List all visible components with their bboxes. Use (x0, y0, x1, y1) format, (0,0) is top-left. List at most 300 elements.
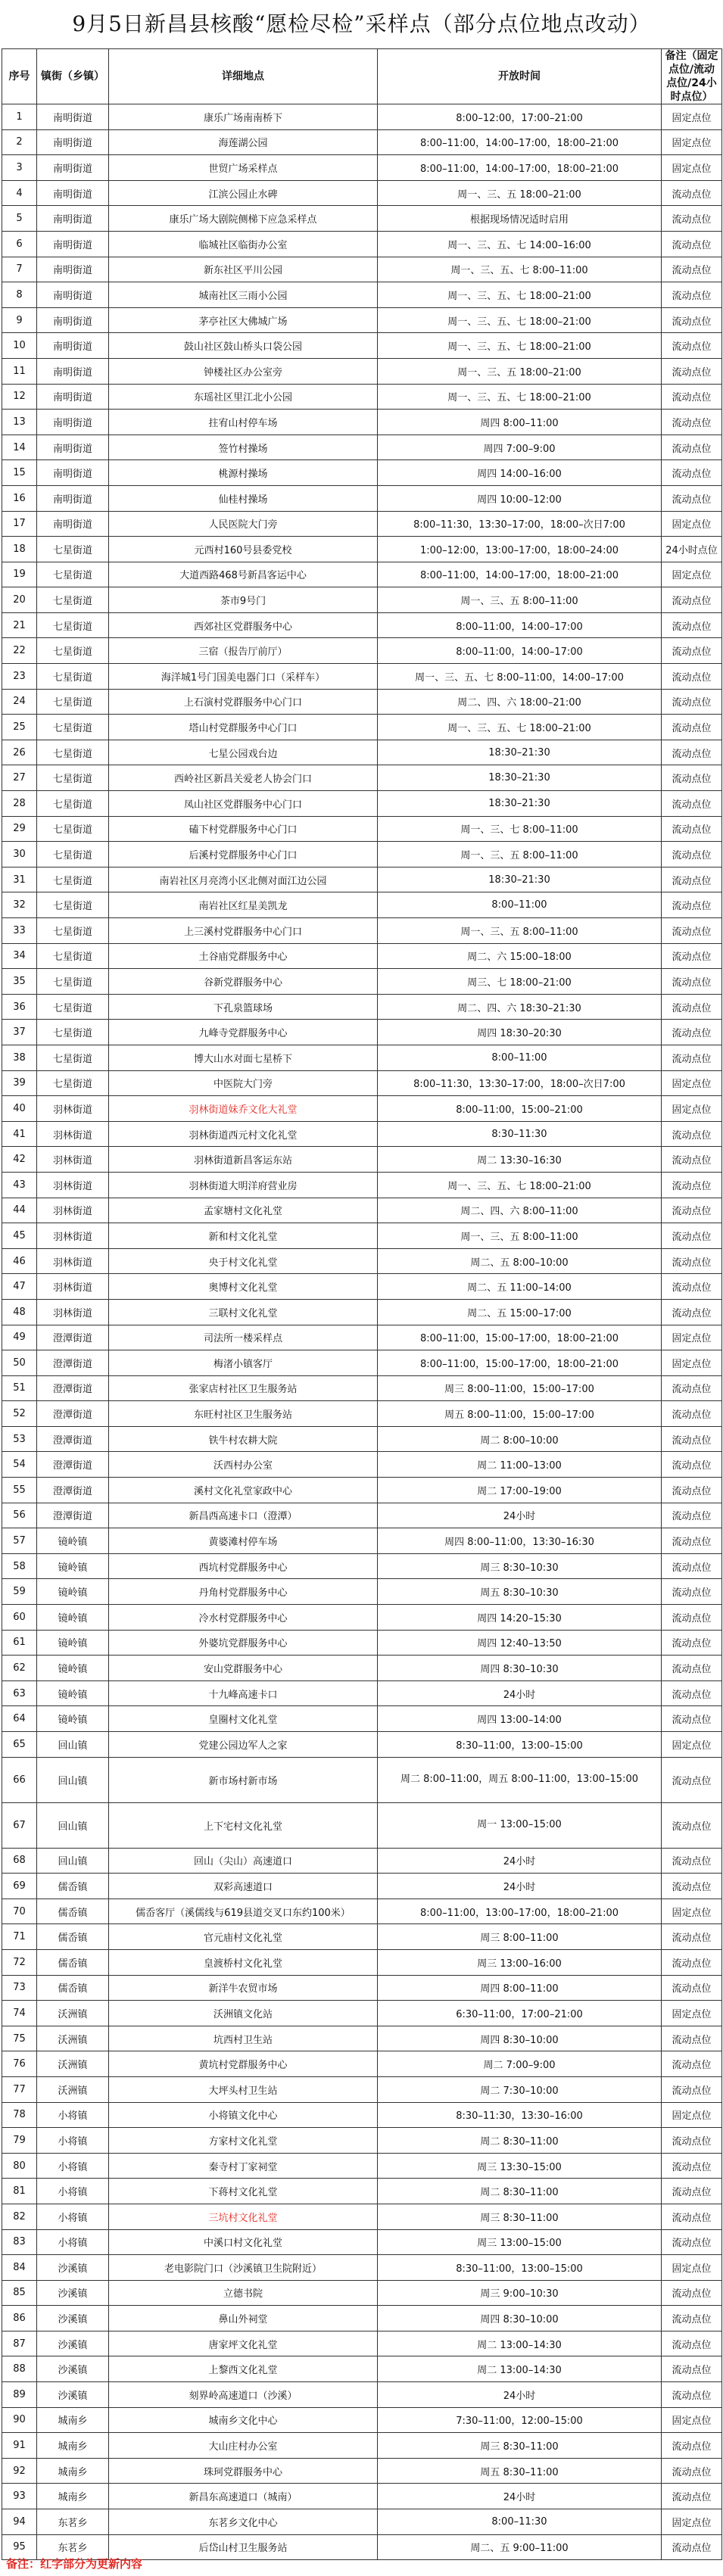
cell-town: 南明街道 (37, 485, 109, 511)
cell-no: 7 (2, 257, 37, 282)
table-row (2, 1299, 722, 1325)
table-row (2, 2128, 722, 2154)
cell-time: 周二、四、六 8:00–11:00 (378, 1198, 662, 1223)
table-row (2, 1248, 722, 1274)
header-town: 镇街（乡镇） (37, 49, 109, 104)
cell-time: 周一 13:00–15:00 (378, 1802, 662, 1848)
cell-town: 七星街道 (37, 612, 109, 638)
cell-location: 黄坑村党群服务中心 (109, 2051, 378, 2077)
table-row (2, 1503, 722, 1528)
cell-note: 流动点位 (662, 2382, 722, 2408)
cell-location: 孟家塘村文化礼堂 (109, 1198, 378, 1223)
cell-note: 流动点位 (662, 587, 722, 613)
cell-time: 周二、五 11:00–14:00 (378, 1274, 662, 1300)
cell-location: 新昌东高速道口（城南） (109, 2484, 378, 2509)
table-row (2, 1579, 722, 1605)
cell-time: 8:00–11:30，13:30–17:00，18:00–次日7:00 (378, 511, 662, 537)
cell-location: 外婆坑党群服务中心 (109, 1630, 378, 1656)
table-row (2, 2280, 722, 2306)
cell-time: 周一、三、五、七 18:00–21:00 (378, 715, 662, 740)
cell-note: 流动点位 (662, 1680, 722, 1706)
cell-location: 七星公园戏台边 (109, 740, 378, 765)
cell-time: 8:30–11:00，13:00–15:00 (378, 1732, 662, 1758)
cell-town: 小将镇 (37, 2179, 109, 2204)
cell-time: 8:30–11:30，13:30–16:00 (378, 2102, 662, 2128)
cell-time: 周五 8:00–11:00，15:00–17:00 (378, 1401, 662, 1427)
cell-town: 澄潭街道 (37, 1375, 109, 1401)
cell-location: 张家店村社区卫生服务站 (109, 1375, 378, 1401)
table-row (2, 638, 722, 664)
cell-no: 15 (2, 460, 37, 486)
table-row (2, 2153, 722, 2179)
cell-no: 68 (2, 1848, 37, 1874)
cell-time: 周三 9:00–10:30 (378, 2280, 662, 2306)
cell-location: 南岩社区月亮湾小区北侧对面江边公园 (109, 867, 378, 892)
cell-town: 七星街道 (37, 765, 109, 791)
cell-time: 8:00–11:00，14:00–17:00，18:00–21:00 (378, 562, 662, 587)
cell-time: 周二 8:00–10:00 (378, 1426, 662, 1452)
table-row (2, 892, 722, 918)
cell-time: 周二、六 15:00–18:00 (378, 943, 662, 969)
cell-location: 司法所一楼采样点 (109, 1325, 378, 1350)
cell-town: 羽林街道 (37, 1248, 109, 1274)
cell-location: 博大山水对面七星桥下 (109, 1045, 378, 1070)
cell-town: 镜岭镇 (37, 1680, 109, 1706)
cell-location: 城南社区三雨小公园 (109, 282, 378, 308)
cell-no: 85 (2, 2280, 37, 2306)
cell-no: 83 (2, 2229, 37, 2255)
table-row (2, 1848, 722, 1874)
cell-town: 镜岭镇 (37, 1579, 109, 1605)
table-row (2, 918, 722, 944)
cell-note: 固定点位 (662, 1732, 722, 1758)
cell-time: 根据现场情况适时启用 (378, 206, 662, 232)
table-row (2, 2484, 722, 2509)
cell-note: 流动点位 (662, 1874, 722, 1899)
cell-note: 流动点位 (662, 1299, 722, 1325)
table-body (2, 104, 722, 2560)
cell-no: 40 (2, 1096, 37, 1122)
cell-location: 黄婆滩村停车场 (109, 1528, 378, 1554)
cell-note: 流动点位 (662, 2229, 722, 2255)
table-row (2, 231, 722, 257)
cell-location: 城南乡文化中心 (109, 2407, 378, 2433)
cell-time: 周一、三、五、七 18:00–21:00 (378, 307, 662, 333)
cell-note: 固定点位 (662, 104, 722, 130)
cell-no: 60 (2, 1605, 37, 1631)
cell-location: 世贸广场采样点 (109, 155, 378, 181)
table-row (2, 2179, 722, 2204)
cell-location: 后岱山村卫生服务站 (109, 2534, 378, 2560)
cell-time: 周四 7:00–9:00 (378, 435, 662, 460)
cell-town: 澄潭街道 (37, 1452, 109, 1478)
cell-town: 南明街道 (37, 333, 109, 359)
header-note: 备注（固定点位/流动点位/24小时点位） (662, 49, 722, 104)
cell-note: 流动点位 (662, 689, 722, 715)
cell-town: 羽林街道 (37, 1198, 109, 1223)
cell-town: 南明街道 (37, 282, 109, 308)
cell-time: 周三 8:30–11:00 (378, 2433, 662, 2459)
cell-note: 流动点位 (662, 358, 722, 384)
cell-note: 固定点位 (662, 2255, 722, 2281)
table-row (2, 1452, 722, 1478)
cell-no: 13 (2, 410, 37, 435)
cell-location: 西岭社区新昌关爱老人协会门口 (109, 765, 378, 791)
cell-location: 羽林街道大明洋府营业房 (109, 1172, 378, 1198)
cell-note: 固定点位 (662, 2407, 722, 2433)
cell-location: 江滨公园止水碑 (109, 180, 378, 206)
cell-town: 镜岭镇 (37, 1706, 109, 1732)
cell-time: 周二、四、六 18:30–21:30 (378, 994, 662, 1020)
table-row (2, 562, 722, 587)
cell-time: 周三 8:00–11:00 (378, 1924, 662, 1950)
cell-time: 周一、三、五 18:00–21:00 (378, 358, 662, 384)
table-row (2, 689, 722, 715)
cell-time: 周三 13:00–16:00 (378, 1949, 662, 1975)
cell-time: 18:30–21:30 (378, 867, 662, 892)
table-row (2, 537, 722, 562)
cell-no: 14 (2, 435, 37, 460)
cell-location: 人民医院大门旁 (109, 511, 378, 537)
cell-time: 周四 8:30–10:00 (378, 2026, 662, 2051)
cell-town: 澄潭街道 (37, 1325, 109, 1350)
cell-location: 三宿（报告厅前厅） (109, 638, 378, 664)
cell-note: 流动点位 (662, 1975, 722, 2001)
cell-no: 94 (2, 2509, 37, 2535)
cell-note: 流动点位 (662, 2331, 722, 2356)
cell-time: 周三 8:30–11:00 (378, 2204, 662, 2229)
cell-no: 71 (2, 1924, 37, 1950)
table-row (2, 1020, 722, 1045)
cell-location: 羽林街道西元村文化礼堂 (109, 1121, 378, 1147)
cell-town: 七星街道 (37, 715, 109, 740)
cell-no: 74 (2, 2001, 37, 2026)
cell-location: 西郊社区党群服务中心 (109, 612, 378, 638)
cell-location: 茶市9号门 (109, 587, 378, 613)
cell-no: 63 (2, 1680, 37, 1706)
cell-note: 流动点位 (662, 2433, 722, 2459)
cell-location: 签竹村操场 (109, 435, 378, 460)
cell-no: 79 (2, 2128, 37, 2154)
cell-note: 流动点位 (662, 1528, 722, 1554)
cell-town: 回山镇 (37, 1732, 109, 1758)
table-row (2, 1528, 722, 1554)
cell-town: 澄潭街道 (37, 1350, 109, 1376)
cell-note: 固定点位 (662, 1070, 722, 1096)
cell-location: 东茗乡文化中心 (109, 2509, 378, 2535)
cell-time: 周二 8:30–11:00 (378, 2179, 662, 2204)
cell-town: 镜岭镇 (37, 1528, 109, 1554)
cell-note: 流动点位 (662, 943, 722, 969)
cell-location: 坑西村卫生站 (109, 2026, 378, 2051)
cell-time: 周四 8:30–10:30 (378, 1656, 662, 1681)
cell-town: 七星街道 (37, 892, 109, 918)
cell-location: 后溪村党群服务中心门口 (109, 842, 378, 867)
cell-no: 92 (2, 2458, 37, 2484)
cell-time: 周二 17:00–19:00 (378, 1478, 662, 1503)
table-row (2, 1605, 722, 1631)
cell-time: 8:30–11:00，13:00–15:00 (378, 2255, 662, 2281)
cell-note: 固定点位 (662, 1325, 722, 1350)
cell-no: 44 (2, 1198, 37, 1223)
cell-town: 小将镇 (37, 2102, 109, 2128)
cell-time: 周三 8:00–11:00，15:00–17:00 (378, 1375, 662, 1401)
cell-location: 溪村文化礼堂家政中心 (109, 1478, 378, 1503)
cell-note: 流动点位 (662, 2204, 722, 2229)
cell-location: 羽林街道新昌客运东站 (109, 1147, 378, 1173)
cell-no: 57 (2, 1528, 37, 1554)
cell-no: 8 (2, 282, 37, 308)
cell-location: 十九峰高速卡口 (109, 1680, 378, 1706)
table-row (2, 2229, 722, 2255)
cell-town: 沙溪镇 (37, 2280, 109, 2306)
cell-time: 8:00–11:00，15:00–17:00，18:00–21:00 (378, 1325, 662, 1350)
cell-time: 周一、三、五 8:00–11:00 (378, 1223, 662, 1249)
table-row (2, 969, 722, 995)
cell-note: 固定点位 (662, 562, 722, 587)
cell-time: 8:00–11:00，14:00–17:00 (378, 638, 662, 664)
table-row (2, 1630, 722, 1656)
cell-town: 南明街道 (37, 435, 109, 460)
cell-town: 小将镇 (37, 2153, 109, 2179)
cell-no: 36 (2, 994, 37, 1020)
cell-town: 城南乡 (37, 2458, 109, 2484)
cell-note: 流动点位 (662, 1198, 722, 1223)
cell-town: 沙溪镇 (37, 2255, 109, 2281)
cell-time: 8:00–11:00 (378, 892, 662, 918)
cell-note: 流动点位 (662, 740, 722, 765)
cell-time: 8:00–12:00，17:00–21:00 (378, 104, 662, 130)
table-header-row (2, 49, 722, 104)
cell-note: 固定点位 (662, 2509, 722, 2535)
cell-time: 周五 8:30–11:00 (378, 2458, 662, 2484)
cell-note: 流动点位 (662, 1248, 722, 1274)
table-row (2, 740, 722, 765)
table-row (2, 2102, 722, 2128)
cell-time: 24小时 (378, 2484, 662, 2509)
cell-no: 86 (2, 2306, 37, 2331)
cell-note: 流动点位 (662, 892, 722, 918)
cell-no: 5 (2, 206, 37, 232)
cell-no: 78 (2, 2102, 37, 2128)
cell-location: 中溪口村文化礼堂 (109, 2229, 378, 2255)
cell-town: 七星街道 (37, 791, 109, 817)
table-row (2, 1757, 722, 1802)
cell-location: 珠珂党群服务中心 (109, 2458, 378, 2484)
cell-note: 流动点位 (662, 816, 722, 842)
cell-time: 周四 14:20–15:30 (378, 1605, 662, 1631)
table-row (2, 1121, 722, 1147)
cell-note: 流动点位 (662, 1401, 722, 1427)
cell-time: 周四 14:00–16:00 (378, 460, 662, 486)
cell-time: 18:30–21:30 (378, 765, 662, 791)
cell-note: 流动点位 (662, 460, 722, 486)
cell-no: 93 (2, 2484, 37, 2509)
cell-note: 流动点位 (662, 969, 722, 995)
cell-note: 流动点位 (662, 282, 722, 308)
cell-town: 七星街道 (37, 842, 109, 867)
cell-no: 88 (2, 2356, 37, 2382)
cell-location: 新洋牛农贸市场 (109, 1975, 378, 2001)
cell-no: 45 (2, 1223, 37, 1249)
cell-no: 34 (2, 943, 37, 969)
cell-town: 南明街道 (37, 257, 109, 282)
cell-note: 流动点位 (662, 2306, 722, 2331)
table-row (2, 1375, 722, 1401)
table-row (2, 842, 722, 867)
cell-no: 1 (2, 104, 37, 130)
cell-location: 上石演村党群服务中心门口 (109, 689, 378, 715)
cell-location: 中医院大门旁 (109, 1070, 378, 1096)
cell-town: 镜岭镇 (37, 1605, 109, 1631)
cell-location: 皇渡桥村文化礼堂 (109, 1949, 378, 1975)
cell-no: 25 (2, 715, 37, 740)
cell-town: 城南乡 (37, 2433, 109, 2459)
cell-no: 3 (2, 155, 37, 181)
cell-location: 三坑村文化礼堂 (109, 2204, 378, 2229)
cell-no: 59 (2, 1579, 37, 1605)
cell-time: 周一、三、五 8:00–11:00 (378, 587, 662, 613)
table-row (2, 2509, 722, 2535)
cell-note: 流动点位 (662, 1605, 722, 1631)
cell-no: 47 (2, 1274, 37, 1300)
cell-note: 流动点位 (662, 1802, 722, 1848)
cell-town: 澄潭街道 (37, 1503, 109, 1528)
cell-no: 27 (2, 765, 37, 791)
cell-note: 流动点位 (662, 1656, 722, 1681)
table-row (2, 2051, 722, 2077)
table-row (2, 2407, 722, 2433)
cell-location: 海洋城1号门国美电器门口（采样车） (109, 664, 378, 690)
cell-location: 皇圈村文化礼堂 (109, 1706, 378, 1732)
table-row (2, 1274, 722, 1300)
cell-no: 51 (2, 1375, 37, 1401)
header-time: 开放时间 (378, 49, 662, 104)
cell-time: 周二 7:00–9:00 (378, 2051, 662, 2077)
cell-no: 11 (2, 358, 37, 384)
cell-location: 桃源村操场 (109, 460, 378, 486)
cell-note: 流动点位 (662, 2534, 722, 2560)
cell-time: 周三 8:30–10:30 (378, 1553, 662, 1579)
cell-note: 流动点位 (662, 994, 722, 1020)
cell-town: 儒岙镇 (37, 1975, 109, 2001)
cell-location: 谷新党群服务中心 (109, 969, 378, 995)
table-row (2, 1656, 722, 1681)
cell-town: 七星街道 (37, 689, 109, 715)
cell-note: 流动点位 (662, 1848, 722, 1874)
cell-no: 87 (2, 2331, 37, 2356)
cell-town: 澄潭街道 (37, 1401, 109, 1427)
cell-note: 流动点位 (662, 2458, 722, 2484)
cell-note: 流动点位 (662, 2179, 722, 2204)
cell-town: 回山镇 (37, 1757, 109, 1802)
cell-note: 流动点位 (662, 2153, 722, 2179)
cell-note: 流动点位 (662, 2076, 722, 2102)
cell-time: 24小时 (378, 1874, 662, 1899)
cell-note: 流动点位 (662, 1121, 722, 1147)
cell-time: 8:00–11:00，15:00–21:00 (378, 1096, 662, 1122)
cell-town: 澄潭街道 (37, 1426, 109, 1452)
cell-location: 官元庙村文化礼堂 (109, 1924, 378, 1950)
cell-no: 31 (2, 867, 37, 892)
cell-town: 南明街道 (37, 384, 109, 410)
cell-no: 81 (2, 2179, 37, 2204)
cell-location: 东瑶社区里江北小公园 (109, 384, 378, 410)
cell-town: 小将镇 (37, 2128, 109, 2154)
cell-location: 下孔泉篮球场 (109, 994, 378, 1020)
table-row (2, 485, 722, 511)
cell-time: 周二 13:00–14:30 (378, 2356, 662, 2382)
cell-location: 大道西路468号新昌客运中心 (109, 562, 378, 587)
cell-location: 新昌西高速卡口（澄潭） (109, 1503, 378, 1528)
cell-time: 周一、三、五、七 14:00–16:00 (378, 231, 662, 257)
cell-no: 82 (2, 2204, 37, 2229)
table-row (2, 2306, 722, 2331)
cell-note: 流动点位 (662, 1375, 722, 1401)
cell-time: 周三、七 18:00–21:00 (378, 969, 662, 995)
cell-town: 七星街道 (37, 638, 109, 664)
cell-location: 央于村文化礼堂 (109, 1248, 378, 1274)
cell-no: 9 (2, 307, 37, 333)
cell-location: 唐家坪文化礼堂 (109, 2331, 378, 2356)
table-row (2, 1949, 722, 1975)
cell-note: 流动点位 (662, 2026, 722, 2051)
cell-time: 周一、三、五、七 18:00–21:00 (378, 384, 662, 410)
header-location: 详细地点 (109, 49, 378, 104)
cell-town: 小将镇 (37, 2204, 109, 2229)
table-row (2, 1045, 722, 1070)
cell-town: 南明街道 (37, 206, 109, 232)
cell-no: 42 (2, 1147, 37, 1173)
cell-town: 羽林街道 (37, 1223, 109, 1249)
cell-no: 50 (2, 1350, 37, 1376)
table-row (2, 664, 722, 690)
cell-time: 6:30–11:00，17:00–21:00 (378, 2001, 662, 2026)
table-row (2, 2026, 722, 2051)
cell-town: 沙溪镇 (37, 2382, 109, 2408)
cell-town: 七星街道 (37, 587, 109, 613)
cell-location: 土谷庙党群服务中心 (109, 943, 378, 969)
cell-no: 66 (2, 1757, 37, 1802)
cell-town: 沃洲镇 (37, 2051, 109, 2077)
table-row (2, 206, 722, 232)
cell-no: 21 (2, 612, 37, 638)
cell-note: 流动点位 (662, 1706, 722, 1732)
cell-note: 流动点位 (662, 842, 722, 867)
cell-time: 周二 13:00–14:30 (378, 2331, 662, 2356)
table-row (2, 1198, 722, 1223)
cell-no: 6 (2, 231, 37, 257)
cell-time: 周一、三、五、七 18:00–21:00 (378, 282, 662, 308)
cell-note: 流动点位 (662, 257, 722, 282)
cell-note: 流动点位 (662, 867, 722, 892)
cell-location: 上三溪村党群服务中心门口 (109, 918, 378, 944)
cell-note: 流动点位 (662, 1020, 722, 1045)
cell-note: 流动点位 (662, 333, 722, 359)
cell-note: 流动点位 (662, 206, 722, 232)
cell-no: 75 (2, 2026, 37, 2051)
cell-location: 方家村文化礼堂 (109, 2128, 378, 2154)
cell-note: 流动点位 (662, 918, 722, 944)
cell-location: 鼻山外祠堂 (109, 2306, 378, 2331)
table-row (2, 2076, 722, 2102)
cell-note: 流动点位 (662, 1172, 722, 1198)
cell-time: 周一、三、五、七 18:00–21:00 (378, 333, 662, 359)
cell-location: 大山庄村办公室 (109, 2433, 378, 2459)
cell-note: 流动点位 (662, 1757, 722, 1802)
cell-location: 党建公园边军人之家 (109, 1732, 378, 1758)
cell-note: 流动点位 (662, 612, 722, 638)
